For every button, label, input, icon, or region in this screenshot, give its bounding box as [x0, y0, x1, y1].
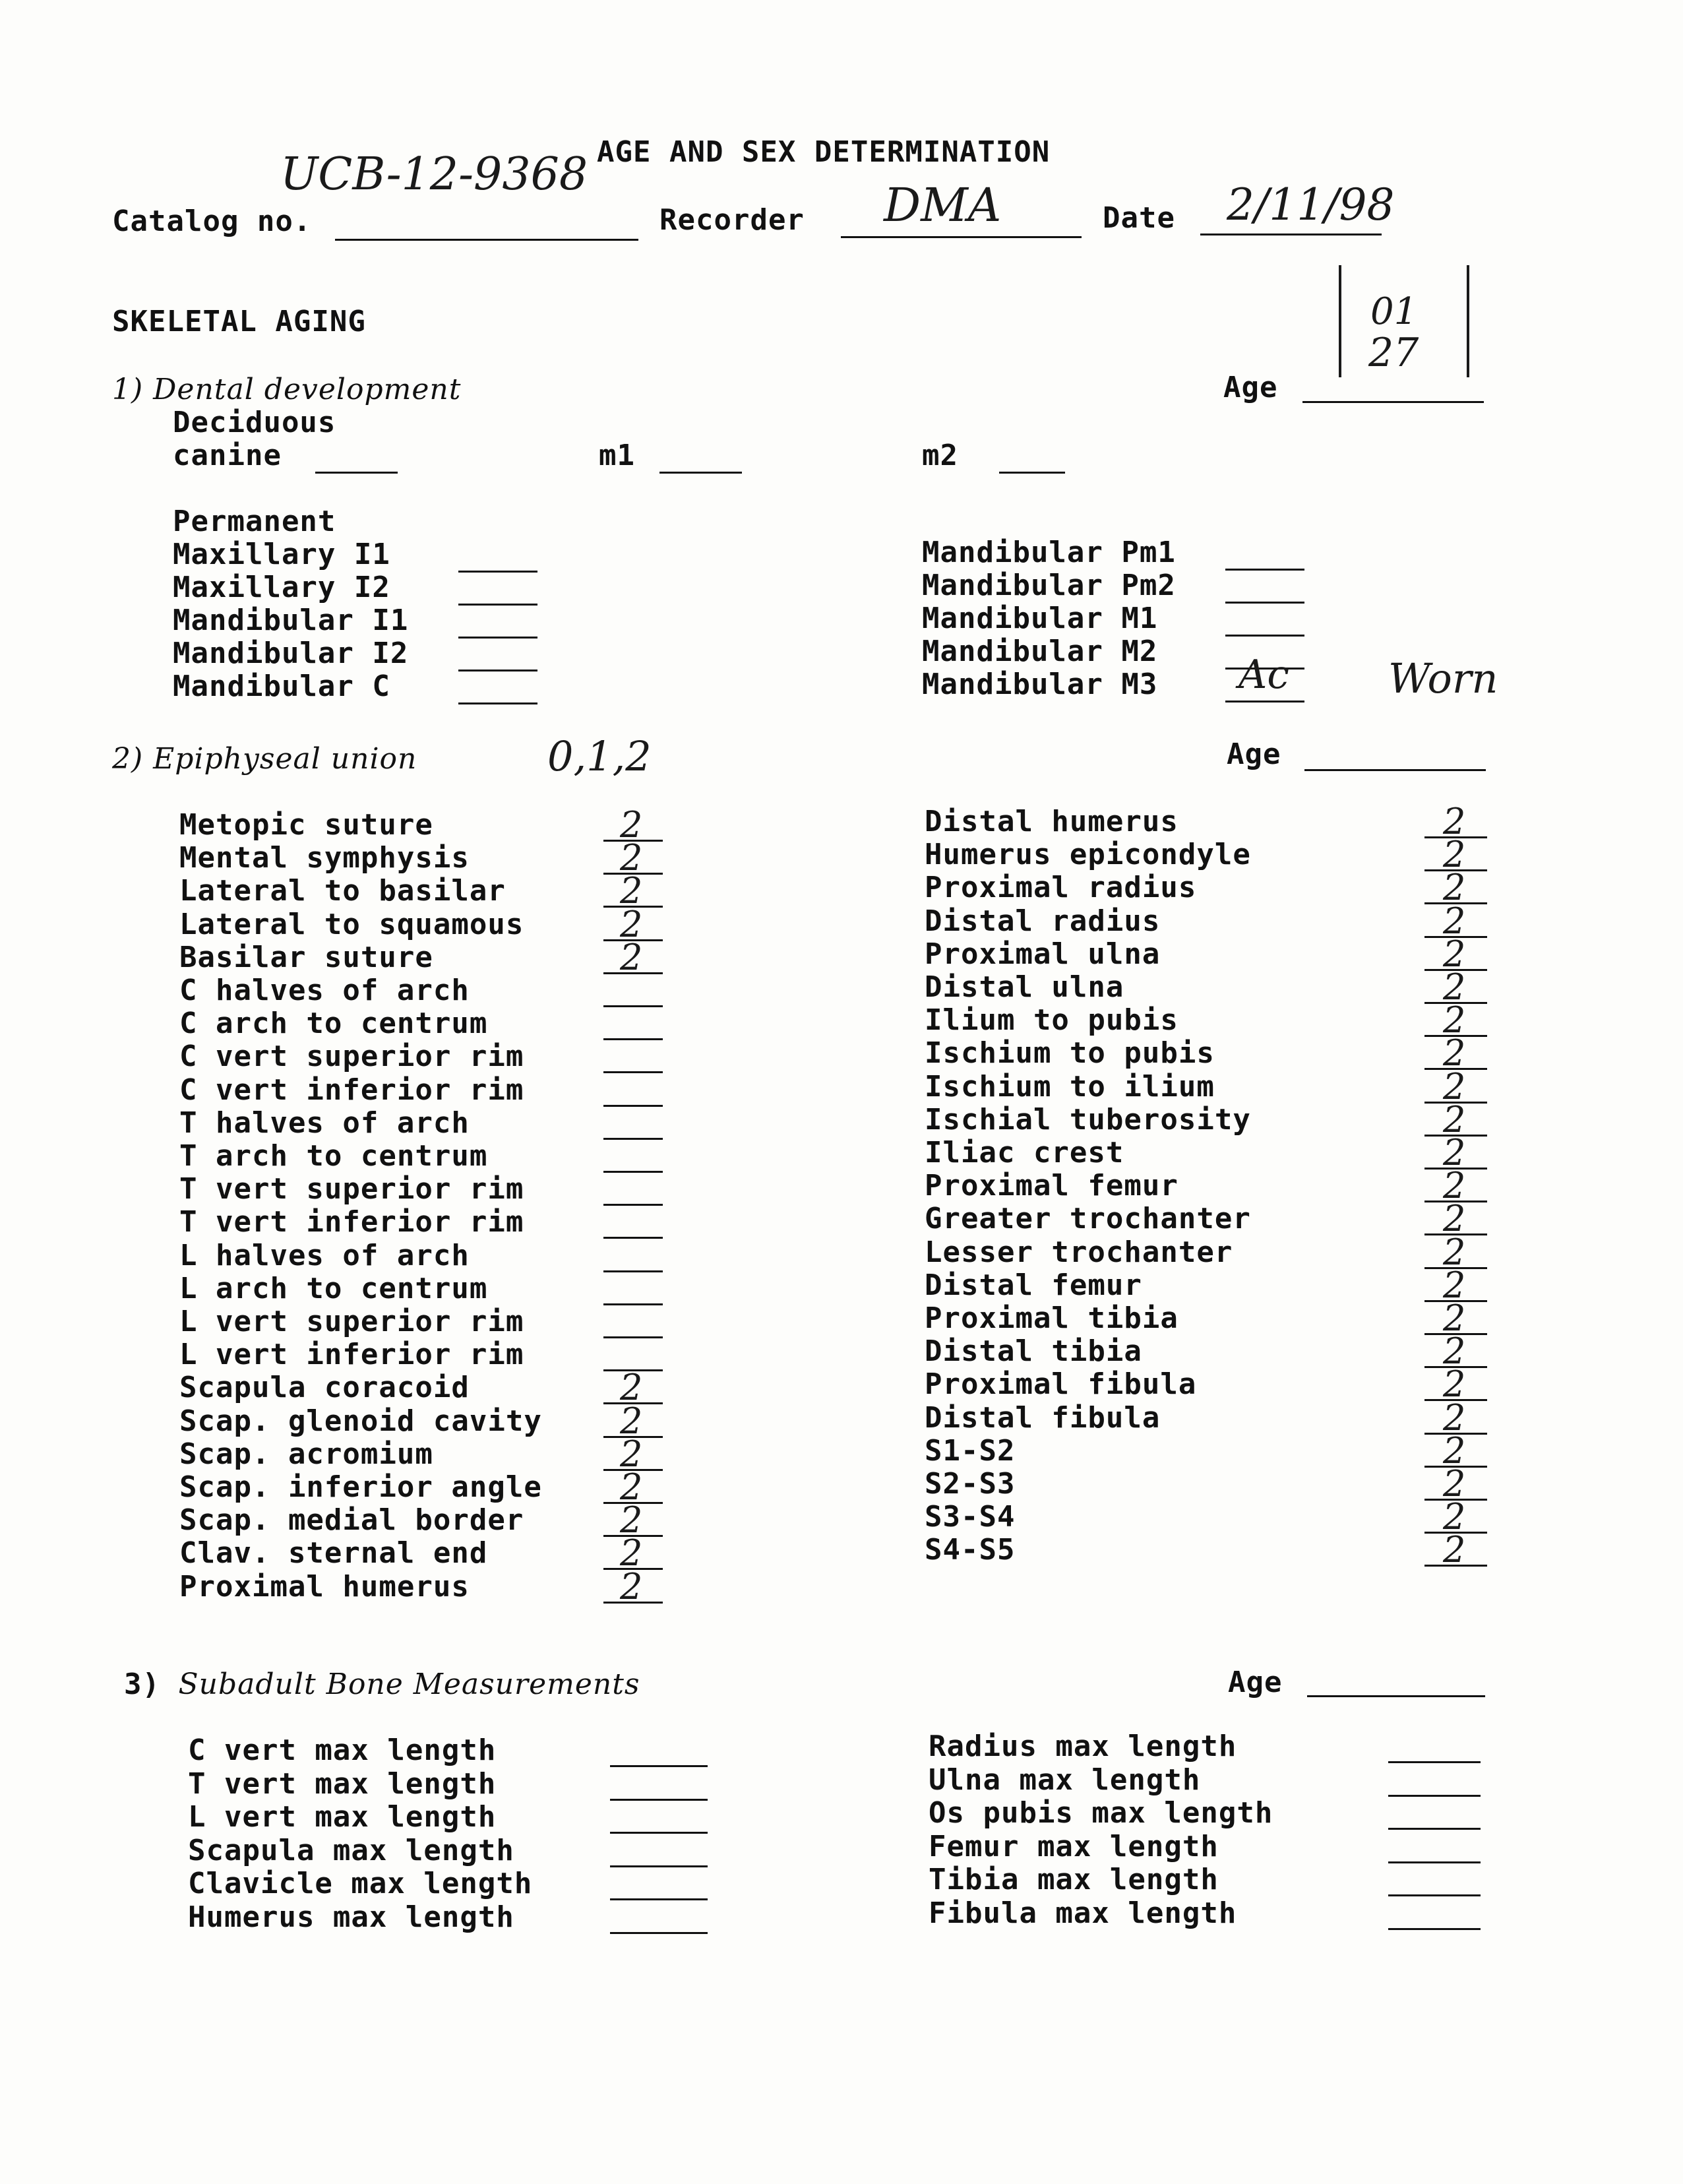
measurement-label: Radius max length	[929, 1730, 1237, 1763]
deciduous-label: Deciduous	[173, 406, 336, 439]
epiphyseal-item-label: Ilium to pubis	[925, 1003, 1178, 1038]
measurement-line	[610, 1832, 708, 1834]
epiphyseal-item-label: C vert superior rim	[179, 1040, 524, 1074]
measurement-line	[1388, 1928, 1481, 1930]
dental-age-label: Age	[1223, 371, 1278, 404]
measurement-line	[1388, 1861, 1481, 1863]
epiphyseal-item-label: Distal ulna	[925, 970, 1124, 1004]
epiphyseal-item-value: 2	[1443, 1132, 1466, 1173]
epiphyseal-item-label: T vert inferior rim	[179, 1205, 524, 1239]
epiphyseal-item-value: 2	[1443, 834, 1466, 876]
epiphyseal-item-label: C arch to centrum	[179, 1007, 488, 1041]
epiphyseal-item-label: Distal tibia	[925, 1334, 1142, 1369]
epiphyseal-item-label: C vert inferior rim	[179, 1073, 524, 1107]
epiphyseal-item-value: 2	[1443, 1297, 1466, 1339]
recorder-field-line	[841, 236, 1082, 238]
dental-item-label: Mandibular I2	[173, 637, 409, 670]
epiphyseal-item-value: 2	[620, 1532, 643, 1575]
subadult-heading-text: Subadult Bone Measurements	[178, 1668, 640, 1701]
epiphyseal-item-label: S1-S2	[925, 1433, 1016, 1468]
catalog-value: UCB-12-9368	[280, 148, 588, 201]
epiphyseal-item-value: 2	[620, 837, 643, 879]
epiphyseal-item-label: L vert superior rim	[179, 1305, 524, 1338]
measurement-line	[610, 1932, 708, 1934]
dental-heading-text: 1) Dental development	[112, 373, 462, 406]
epiphyseal-item-value: 2	[1443, 933, 1466, 975]
epiphyseal-item-label: Mental symphysis	[179, 841, 470, 875]
epiphyseal-item-label: C halves of arch	[179, 974, 470, 1007]
epiphyseal-item-value: 2	[620, 1499, 643, 1542]
epiphyseal-item-line	[603, 1303, 663, 1305]
age-value-top: 01	[1370, 290, 1418, 333]
subadult-heading	[124, 1668, 640, 1701]
epiphyseal-item-value: 2	[1443, 801, 1466, 842]
measurement-label: Femur max length	[929, 1829, 1219, 1863]
dental-item-label: Mandibular M3	[922, 668, 1158, 701]
epiphyseal-item-label: S2-S3	[925, 1467, 1016, 1501]
epiphyseal-item-label: Ischial tuberosity	[925, 1102, 1251, 1137]
epiphyseal-item-label: Proximal femur	[925, 1169, 1178, 1203]
epiphyseal-item-label: Scap. glenoid cavity	[179, 1404, 542, 1438]
m3-note: Worn	[1388, 654, 1498, 702]
epiphyseal-item-label: Basilar suture	[179, 940, 433, 974]
epiphyseal-item-label: Ischium to pubis	[925, 1036, 1215, 1071]
date-value: 2/11/98	[1227, 179, 1395, 230]
dental-item-line	[1225, 602, 1304, 604]
epiphyseal-item-value: 2	[1443, 1098, 1466, 1140]
epiphyseal-item-label: Ischium to ilium	[925, 1069, 1215, 1104]
dental-item-label: Maxillary I2	[173, 571, 390, 604]
epiphyseal-item-label: Greater trochanter	[925, 1202, 1251, 1236]
epiphyseal-item-label: Lateral to squamous	[179, 907, 524, 941]
epiphyseal-item-value: 2	[1443, 1330, 1466, 1373]
measurement-line	[610, 1765, 708, 1767]
dental-item-line	[458, 702, 537, 704]
form-title: AGE AND SEX DETERMINATION	[597, 135, 1051, 169]
dental-item-label: Mandibular M2	[922, 635, 1158, 668]
measurement-label: Clavicle max length	[188, 1867, 533, 1900]
epiphyseal-item-label: T vert superior rim	[179, 1172, 524, 1206]
measurement-line	[1388, 1894, 1481, 1896]
epiphyseal-item-value: 2	[620, 1433, 643, 1475]
epiphyseal-item-line	[603, 1038, 663, 1040]
dental-item-line	[458, 571, 537, 573]
m2-label: m2	[922, 439, 958, 472]
epiphyseal-item-value: 2	[620, 1367, 643, 1409]
measurement-line	[1388, 1828, 1481, 1830]
epiphyseal-item-label: Scapula coracoid	[179, 1371, 470, 1405]
epiphyseal-item-value: 2	[1443, 1529, 1466, 1571]
epiphyseal-item-label: S3-S4	[925, 1500, 1016, 1534]
subadult-age-line	[1307, 1695, 1485, 1697]
measurement-line	[610, 1898, 708, 1900]
measurement-line	[610, 1799, 708, 1801]
epiphyseal-item-label: Distal femur	[925, 1268, 1142, 1302]
epiphyseal-item-value: 2	[1443, 1165, 1466, 1207]
epiphyseal-item-value: 2	[1443, 966, 1466, 1008]
m1-line	[659, 472, 742, 474]
epiphyseal-item-label: L arch to centrum	[179, 1271, 488, 1305]
dental-heading	[112, 373, 461, 406]
epiphyseal-item-value: 2	[1443, 1032, 1466, 1075]
epiphyseal-scale: 0,1,2	[547, 732, 652, 780]
date-field-line	[1200, 234, 1382, 235]
dental-item-label: Mandibular M1	[922, 602, 1158, 635]
epiphyseal-item-line	[603, 1237, 663, 1239]
measurement-label: Ulna max length	[929, 1763, 1201, 1797]
dental-item-label: Maxillary I1	[173, 538, 390, 571]
epiphyseal-item-label: T arch to centrum	[179, 1139, 488, 1173]
dental-item-line	[1225, 701, 1304, 702]
epiphyseal-item-label: Proximal radius	[925, 871, 1197, 905]
epiphyseal-item-label: L vert inferior rim	[179, 1338, 524, 1372]
epiphyseal-item-value: 2	[1443, 1264, 1466, 1306]
epiphyseal-item-line	[603, 1138, 663, 1140]
measurement-line	[1388, 1761, 1481, 1763]
epiphyseal-item-label: Scap. acromium	[179, 1437, 433, 1471]
dental-item-line	[458, 637, 537, 639]
epiphyseal-item-value: 2	[1443, 1396, 1466, 1439]
epiphyseal-item-value: 2	[620, 903, 643, 945]
subadult-heading-num: 3)	[124, 1668, 160, 1701]
date-label: Date	[1103, 201, 1175, 235]
measurement-label: Fibula max length	[929, 1896, 1237, 1930]
epiphyseal-item-value: 2	[1443, 1198, 1466, 1240]
epiphyseal-item-line	[603, 1071, 663, 1073]
epiphyseal-item-label: Distal fibula	[925, 1400, 1161, 1435]
canine-label: canine	[173, 439, 282, 472]
epiphyseal-item-label: L halves of arch	[179, 1238, 470, 1272]
epiphyseal-item-label: T halves of arch	[179, 1106, 470, 1140]
measurement-label: Tibia max length	[929, 1863, 1219, 1896]
epiphyseal-item-value: 2	[620, 1400, 643, 1442]
epiphyseal-item-label: Distal humerus	[925, 805, 1178, 838]
age-value-bottom: 27	[1368, 330, 1419, 376]
epiphyseal-item-label: Proximal humerus	[179, 1569, 470, 1604]
dental-item-label: Mandibular I1	[173, 604, 409, 637]
epiphyseal-age-line	[1304, 769, 1486, 771]
epiphyseal-item-label: S4-S5	[925, 1533, 1016, 1567]
epiphyseal-item-value: 2	[1443, 1463, 1466, 1505]
measurement-label: Scapula max length	[188, 1833, 514, 1867]
epiphyseal-item-label: Scap. inferior angle	[179, 1470, 542, 1504]
epiphyseal-item-value: 2	[620, 1565, 643, 1607]
skeletal-aging-heading: SKELETAL AGING	[112, 305, 366, 338]
epiphyseal-item-line	[603, 1005, 663, 1007]
epiphyseal-item-label: Distal radius	[925, 904, 1161, 938]
epiphyseal-heading-text: 2) Epiphyseal union	[112, 742, 417, 776]
recorder-label: Recorder	[659, 203, 805, 237]
measurement-label: L vert max length	[188, 1800, 497, 1834]
epiphyseal-item-label: Humerus epicondyle	[925, 838, 1251, 872]
recorder-value: DMA	[884, 178, 1002, 232]
epiphyseal-item-label: Proximal fibula	[925, 1367, 1197, 1402]
dental-item-label: Mandibular C	[173, 670, 390, 703]
epiphyseal-item-value: 2	[1443, 1231, 1466, 1273]
m1-label: m1	[599, 439, 635, 472]
m3-value: Ac	[1239, 652, 1289, 698]
dental-age-line	[1302, 401, 1484, 403]
measurement-label: C vert max length	[188, 1733, 497, 1767]
epiphyseal-item-line	[603, 1336, 663, 1338]
epiphyseal-item-value: 2	[1443, 1429, 1466, 1472]
epiphyseal-item-value: 2	[620, 804, 643, 846]
epiphyseal-item-line	[603, 1105, 663, 1107]
epiphyseal-item-label: Clav. sternal end	[179, 1536, 488, 1571]
epiphyseal-item-value: 2	[1443, 1496, 1466, 1538]
permanent-label: Permanent	[173, 505, 336, 538]
epiphyseal-item-value: 2	[1443, 900, 1466, 942]
epiphyseal-item-value: 2	[1443, 1363, 1466, 1406]
epiphyseal-item-line	[603, 1270, 663, 1272]
measurement-line	[610, 1865, 708, 1867]
dental-item-line	[1225, 569, 1304, 571]
epiphyseal-item-label: Metopic suture	[179, 808, 433, 842]
measurement-label: Humerus max length	[188, 1900, 514, 1934]
catalog-field-line	[335, 239, 638, 241]
epiphyseal-item-value: 2	[620, 936, 643, 978]
measurement-line	[1388, 1795, 1481, 1797]
epiphyseal-item-label: Proximal tibia	[925, 1301, 1178, 1335]
epiphyseal-age-label: Age	[1227, 737, 1281, 771]
dental-item-line	[458, 670, 537, 671]
epiphyseal-item-value: 2	[620, 1466, 643, 1508]
epiphyseal-item-label: Proximal ulna	[925, 937, 1161, 971]
epiphyseal-item-value: 2	[620, 870, 643, 912]
dental-item-label: Mandibular Pm2	[922, 569, 1176, 602]
epiphyseal-item-value: 2	[1443, 867, 1466, 909]
measurement-label: T vert max length	[188, 1766, 497, 1801]
epiphyseal-item-line	[603, 1171, 663, 1173]
dental-item-line	[1225, 635, 1304, 637]
epiphyseal-item-line	[603, 1204, 663, 1206]
epiphyseal-item-label: Lateral to basilar	[179, 874, 506, 908]
epiphyseal-item-label: Iliac crest	[925, 1136, 1124, 1170]
dental-item-label: Mandibular Pm1	[922, 536, 1176, 569]
dental-item-line	[458, 604, 537, 606]
measurement-label: Os pubis max length	[929, 1796, 1273, 1830]
epiphyseal-heading	[112, 742, 417, 776]
epiphyseal-item-label: Scap. medial border	[179, 1503, 524, 1538]
m2-line	[999, 472, 1065, 474]
subadult-age-label: Age	[1228, 1666, 1283, 1699]
epiphyseal-item-value: 2	[1443, 1065, 1466, 1108]
epiphyseal-item-value: 2	[1443, 999, 1466, 1042]
catalog-label: Catalog no.	[112, 204, 312, 238]
canine-line	[315, 472, 398, 474]
epiphyseal-item-label: Lesser trochanter	[925, 1235, 1233, 1269]
